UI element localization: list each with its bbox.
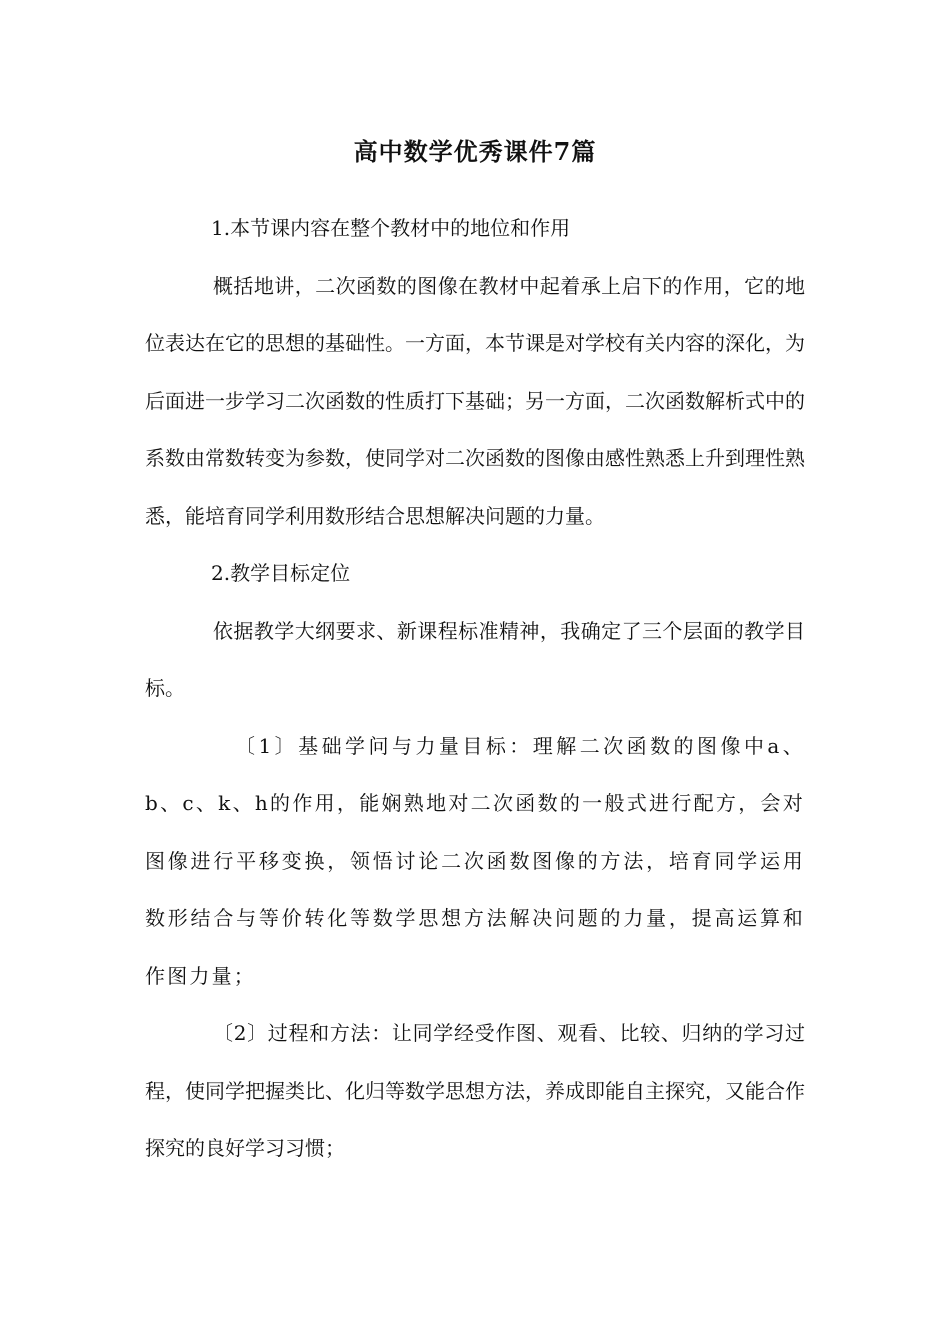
section-heading-1: 1.本节课内容在整个教材中的地位和作用: [211, 216, 571, 240]
document-body: [145, 200, 805, 1178]
paragraph-position-role: 概括地讲，二次函数的图像在教材中起着承上启下的作用，它的地位表达在它的思想的基础性。一方面，本节课是对学校有关内容的深化，为后面进一步学习二次函数的性质打下基础；另一方面，二次函数解析式中的系数由常数转变为参数，使同学对二次函数的图像由感性熟悉上升到理性熟悉，能培育同学利用数形结合思想解决问题的力量。: [145, 273, 805, 528]
paragraph-objective-2: 〔2〕过程和方法：让同学经受作图、观看、比较、归纳的学习过程，使同学把握类比、化归等数学思想方法，养成即能自主探究，又能合作探究的良好学习习惯；: [145, 1021, 805, 1160]
paragraph-objective-1: 〔1〕基础学问与力量目标：理解二次函数的图像中a、b、c、k、h的作用，能娴熟地对二次函数的一般式进行配方，会对图像进行平移变换，领悟讨论二次函数图像的方法，培育同学运用数形结合与等价转化等数学思想方法解决问题的力量，提高运算和作图力量；: [145, 733, 805, 988]
section-heading-2: 2.教学目标定位: [211, 561, 351, 585]
document-title: 高中数学优秀课件7篇: [353, 137, 597, 166]
paragraph-objectives-intro: 依据教学大纲要求、新课程标准精神，我确定了三个层面的教学目标。: [145, 618, 805, 700]
